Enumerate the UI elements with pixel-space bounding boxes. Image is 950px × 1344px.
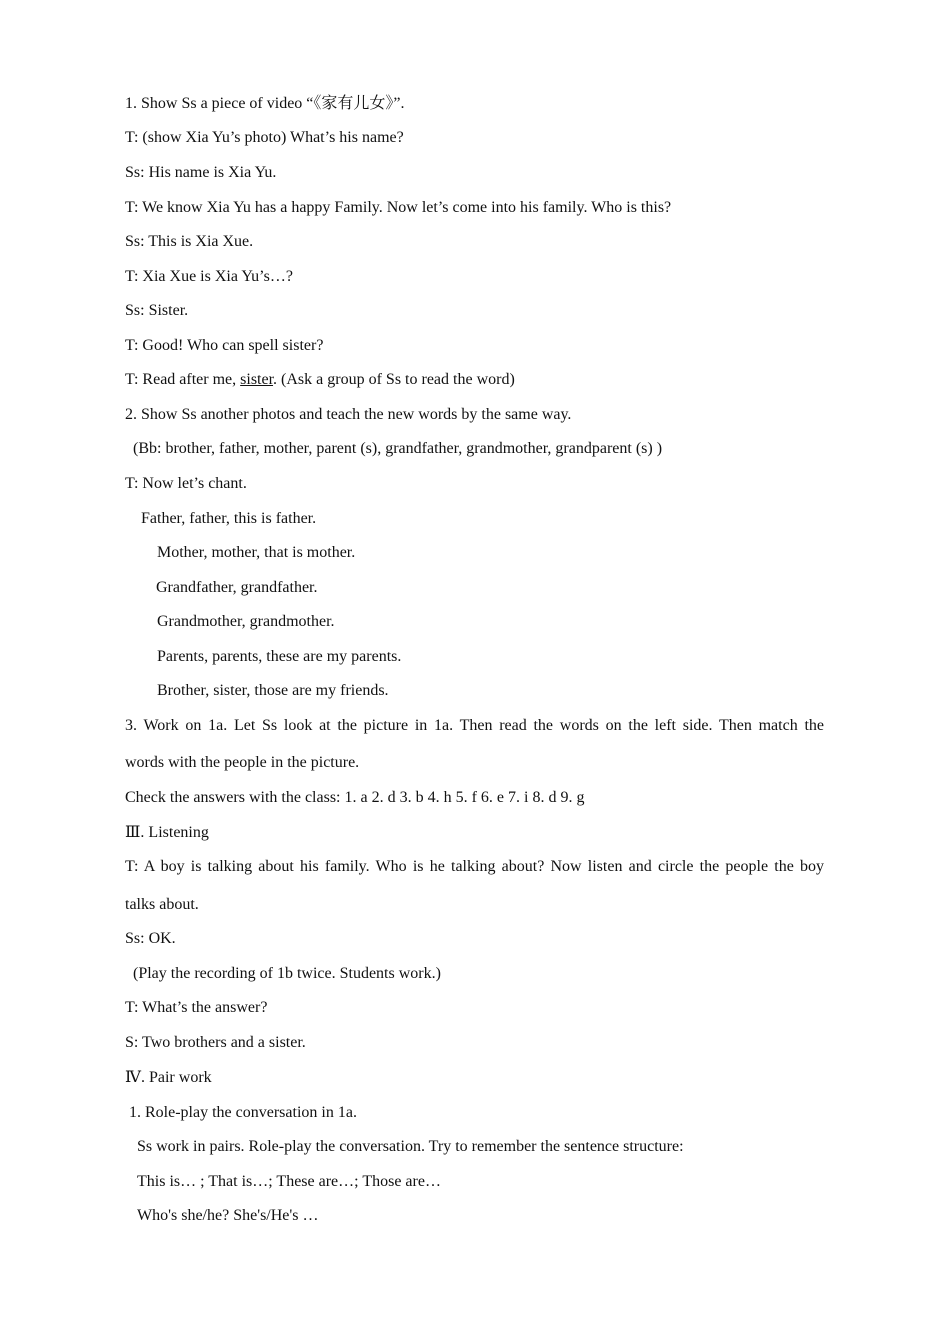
blackboard-words: (Bb: brother, father, mother, parent (s), grandfather, grandmother, grandparent (s) ): [133, 440, 663, 457]
stage-direction: (Play the recording of 1b twice. Students work.): [133, 965, 441, 982]
chant-line: Grandfather, grandfather.: [156, 579, 318, 596]
dialogue-line: Ss: OK.: [125, 930, 176, 947]
listening-instruction: T: A boy is talking about his family. Who is he talking about? Now listen and circle the people the boy: [125, 858, 824, 875]
dialogue-line: T: We know Xia Yu has a happy Family. Now let’s come into his family. Who is this?: [125, 199, 672, 216]
step-3-work-on-1a-cont: words with the people in the picture.: [125, 754, 360, 771]
section-heading-pair-work: Ⅳ. Pair work: [125, 1069, 212, 1086]
dialogue-line: [125, 370, 515, 390]
sentence-structure: This is… ; That is…; These are…; Those are…: [137, 1173, 441, 1190]
dialogue-line: S: Two brothers and a sister.: [125, 1034, 306, 1051]
dialogue-line: Ss: His name is Xia Yu.: [125, 164, 277, 181]
section-heading-listening: Ⅲ. Listening: [125, 824, 209, 841]
dialogue-line: T: (show Xia Yu’s photo) What’s his name?: [125, 129, 404, 146]
dialogue-text: T: Read after me,: [125, 371, 241, 388]
step-3-work-on-1a: 3. Work on 1a. Let Ss look at the picture in 1a. Then read the words on the left side. Then match the: [125, 717, 824, 734]
pair-work-step-1: 1. Role-play the conversation in 1a.: [129, 1104, 357, 1121]
answer-key: Check the answers with the class: 1. a 2. d 3. b 4. h 5. f 6. e 7. i 8. d 9. g: [125, 789, 585, 806]
pair-work-instruction: Ss work in pairs. Role-play the conversation. Try to remember the sentence structure:: [137, 1138, 684, 1155]
chant-line: Parents, parents, these are my parents.: [157, 648, 402, 665]
chant-line: Mother, mother, that is mother.: [157, 544, 356, 561]
dialogue-text: . (Ask a group of Ss to read the word): [273, 371, 515, 388]
listening-instruction-cont: talks about.: [125, 896, 199, 913]
sentence-structure: Who's she/he? She's/He's …: [137, 1207, 319, 1224]
dialogue-line: Ss: Sister.: [125, 302, 189, 319]
chant-line: Grandmother, grandmother.: [157, 613, 335, 630]
dialogue-line: T: Xia Xue is Xia Yu’s…?: [125, 268, 293, 285]
underlined-word: sister: [240, 371, 274, 388]
step-1-video: 1. Show Ss a piece of video “《家有儿女》”.: [125, 95, 405, 112]
chant-line: Brother, sister, those are my friends.: [157, 682, 389, 699]
dialogue-line: T: What’s the answer?: [125, 999, 268, 1016]
dialogue-line: T: Now let’s chant.: [125, 475, 247, 492]
dialogue-line: Ss: This is Xia Xue.: [125, 233, 254, 250]
dialogue-line: T: Good! Who can spell sister?: [125, 337, 324, 354]
step-2-photos: 2. Show Ss another photos and teach the new words by the same way.: [125, 406, 572, 423]
chant-line: Father, father, this is father.: [141, 510, 317, 527]
